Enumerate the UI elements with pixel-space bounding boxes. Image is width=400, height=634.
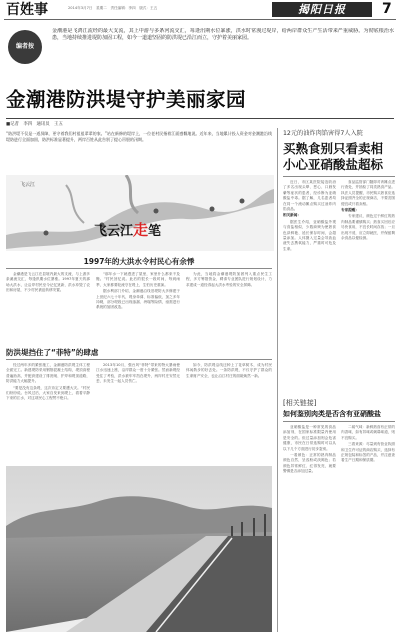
section1-para: 为此，当地将金潮港堤防加固列入重点民生工程，多方筹措资金，聘请专业团队进行规划设计，力求建成一道经得起大洪水考验的安全屏障。 [186, 272, 272, 287]
right-story-subhead: 专家提醒： [341, 208, 359, 213]
page-number: 7 [382, 1, 392, 17]
section2-para: 2013年10月，强台风“菲特”带来的特大暴雨使江水迅速上涨，沿岸群众一度十分紧张。然而新堤经受住了考验，洪水被牢牢挡在堤外，两岸村庄安然无恙，未发生一起人员伤亡。 [96, 363, 180, 384]
headline-rule [6, 118, 394, 119]
river-map [6, 175, 274, 251]
right-story-title-2: 小心亚硝酸盐超标 [283, 157, 384, 172]
embankment-photo-graphic [6, 466, 272, 632]
section1-col1 [6, 272, 90, 340]
lead-badge: 编者按 [8, 30, 42, 64]
right-story-subhead: 相关新闻： [283, 213, 301, 218]
right-story-para: 近日，市区某医院接连收治了多名出现头晕、恶心、口唇发紫等症状的患者，经诊断为亚硝酸盐中毒。据了解，几名患者均在同一个流动摊点购买过油炸肉馅食品。 [283, 180, 336, 212]
section1-col3 [186, 272, 272, 340]
lead-text: 金潮港是飞鸿江流经的最大支流，其上中游与多条河流交汇，每逢汛期水位暴涨，洪水时常漫过堤岸，给两岸群众生产生活带来严重威胁。为彻底根治水患，当地持续推进堤防加固工程，如今一道道坚固的防洪堤已沿江而立，守护着美丽家园。 [52, 28, 394, 42]
column-title: 百姓事 [6, 2, 48, 18]
section2-para: 如今，防洪堤沿线还种上了花草树木，成为村民休闲散步的好去处。一条防洪堤，不仅守护了群众的生命财产安全，也让沿江村庄的面貌焕然一新。 [186, 363, 272, 378]
section2-title: 防洪堤挡住了“菲特”的肆虐 [6, 348, 99, 357]
right-story-col2 [341, 180, 395, 390]
map-caption-b: 走 [133, 221, 149, 239]
intro-text: “防洪堤不仅是一道屏障，更守着我们村祖祖辈辈的家。”站在新修的堤岸上，一位老村民指着江面感慨地说。近年来，当地累计投入资金对金潮港沿线堤防进行全面加固，防洪标准显著提升，两岸百姓从此告别了提心吊胆的汛期。 [6, 131, 272, 143]
section1-col2 [96, 272, 180, 340]
section2-col2 [96, 363, 180, 463]
related-link-title: 如何鉴别肉类是否含有亚硝酸盐 [283, 410, 381, 418]
related-para: 二闻气味：新鲜熟食有正常的肉香味，如有异味或刺鼻味道，则不宜购买。 [341, 425, 395, 440]
related-para: 一看颜色：正常的熟肉制品颜色自然，呈浅粉或淡褐色；若颜色异常鲜红、红得发亮，就要警惕是否添加过量。 [283, 453, 336, 474]
map-caption [94, 219, 161, 240]
page-header [0, 0, 400, 20]
section2-para: “要是没有这条堤，这次肯定又要遭大灾。”村民们纷纷说。台风过后，大家自发来到堤上，看着平静下来的江水，对这项民心工程赞不绝口。 [6, 385, 90, 401]
section1-title: 1997年的大洪水令村民心有余悸 [83, 257, 195, 266]
column-divider [277, 128, 278, 632]
date-line: 2014年3月7日 星期二 责任编辑：李四 版式：王五 [68, 6, 158, 10]
section1-para: 据水利部门介绍，金潮港沿线旧堤防大多修建于上世纪六七十年代，堤身单薄、标准偏低，加之多年冲刷，部分堤段已出现渗漏、坍塌等险情，亟需进行系统的加固改造。 [96, 289, 180, 310]
right-story-col1 [283, 180, 336, 390]
related-link-label: 相关链接 [285, 399, 314, 407]
related-para: 三看来源：尽量到有营业执照和卫生许可证的商店购买，选择有正规包装和标签的产品，并注意查看生产日期和保质期。 [341, 442, 395, 463]
section1-rule [6, 268, 272, 269]
headline: 金潮港防洪堤守护美丽家园 [6, 88, 247, 111]
section2-para: 经过两年多的紧张施工，金潮港防洪堤主体工程全面完工。新建堤防采用钢筋混凝土结构，堤顶高程普遍抬高，并配套建设了排涝闸、护岸和堤顶道路，防洪能力大幅提升。 [6, 363, 90, 384]
related-col2 [341, 425, 395, 630]
right-story-para: 专家建议，颜色过于鲜红的熟肉制品要谨慎购买；熟食买回后应尽快食用，不宜长时间存放；一旦出现不适，应立即就医，并保留剩余食品以便检测。 [341, 214, 395, 241]
section2-rule [6, 359, 272, 360]
river-name-label: 飞云江 [20, 182, 36, 188]
section2-col3 [186, 363, 272, 463]
bracket-close: ] [313, 399, 317, 407]
map-caption-a: 飞云江 [94, 224, 134, 239]
section1-para: “那年水一下就漫进了屋里，家里什么都来不及搬。”村民回忆说。此后的很长一段时间，每到雨季，大家都要轮流守在堤上，生怕历史重演。 [96, 272, 180, 287]
embankment-photo [6, 466, 272, 632]
header-rule [4, 19, 396, 20]
related-link-rule [283, 421, 395, 422]
bracket-open: [ [283, 399, 286, 407]
right-story-para: 据医生介绍，亚硝酸盐外观与食盐相似，少数商贩为使熟食色泽鲜艳、延长保存时间，会超量添加。人体摄入过量会导致血液失去携氧能力，严重时可危及生命。 [283, 219, 336, 251]
related-para: 亚硝酸盐是一种常见的食品添加剂，在国家标准限量内使用是安全的。但过量添加则会危害健康，市民在日常选购时可以从以下几个方面进行初步鉴别。 [283, 425, 336, 451]
right-story-rule [283, 176, 395, 177]
related-link-tag [283, 398, 316, 408]
map-caption-c: 笔 [148, 224, 162, 239]
right-story-kicker: 12元的油炸肉馅害得7人入院 [283, 130, 363, 137]
related-col1 [283, 425, 336, 630]
right-story-title-1: 买熟食别只看卖相 [283, 141, 384, 156]
section1-para: 金潮港是飞云江在县境内最大的支流，与上游多条溪流交汇，每逢汛期水位暴涨。1997年夏天的那场大洪水，让沿岸村民至今记忆犹新，洪水冲毁了农田和房屋，不少村民被迫转移安置。 [6, 272, 90, 293]
masthead-logo: 揭阳日报 [298, 3, 346, 16]
section2-col1 [6, 363, 90, 463]
right-story-para: 食品监管部门随即对该摊点进行查处，并抽检了同类熟食产品。执法人员提醒，市民购买熟食应选择证照齐全的正规商店，不要贪图便宜或只看卖相。 [341, 180, 395, 206]
byline: ■记者 李四 通讯员 王五 [6, 122, 63, 127]
